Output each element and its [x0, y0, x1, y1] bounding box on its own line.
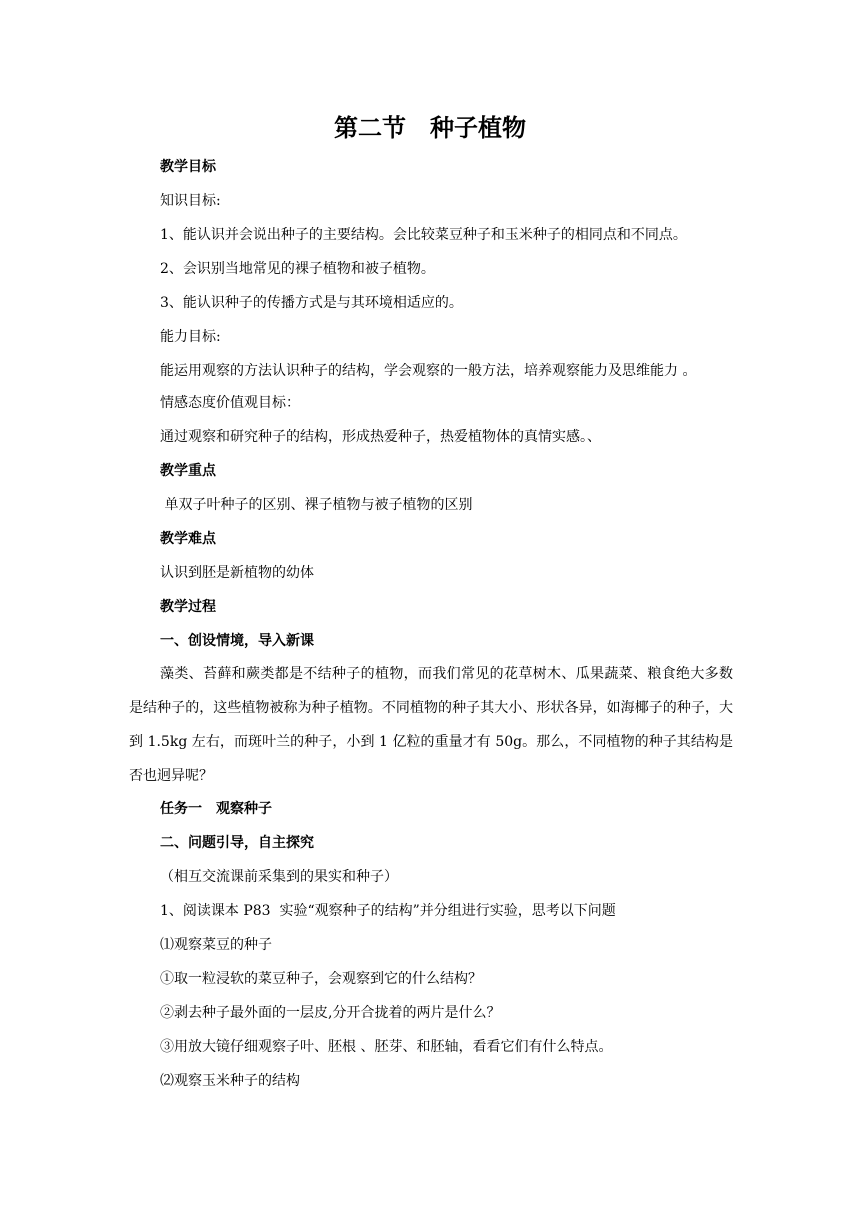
knowledge-item-2: 2、会识别当地常见的裸子植物和被子植物。 [160, 261, 435, 277]
bean-heading: ⑴观察菜豆的种子 [160, 937, 272, 953]
difficulty-heading: 教学难点 [160, 531, 216, 547]
key-heading: 教学重点 [160, 463, 216, 479]
step2-heading: 二、问题引导，自主探究 [160, 835, 314, 851]
difficulty-text: 认识到胚是新植物的幼体 [160, 565, 314, 581]
read-instruction: 1、阅读课本 P83 实验“观察种子的结构”并分组进行实验，思考以下问题 [160, 903, 616, 919]
emotion-text: 通过观察和研究种子的结构，形成热爱种子，热爱植物体的真情实感。、 [160, 429, 601, 445]
bean-question-1: ①取一粒浸软的菜豆种子，会观察到它的什么结构？ [160, 971, 482, 987]
ability-heading: 能力目标: [160, 329, 221, 345]
page-title: 第二节 种子植物 [334, 113, 526, 142]
bean-question-2: ②剥去种子最外面的一层皮,分开合拢着的两片是什么？ [160, 1005, 501, 1021]
knowledge-item-1: 1、能认识并会说出种子的主要结构。会比较菜豆种子和玉米种子的相同点和不同点。 [160, 227, 687, 243]
exchange-note: （相互交流课前采集到的果实和种子） [160, 869, 398, 885]
intro-paragraph: 藻类、苔藓和蕨类都是不结种子的植物，而我们常见的花草树木、瓜果蔬菜、粮食绝大多数是结种子的，这些植物被称为种子植物。不同植物的种子其大小、形状各异，如海椰子的种子，大到 1.5kg 左右，而斑叶兰的种子，小到 1 亿粒的重量才有 50g。那么，不同植物的种子其结构是否也迥异呢？ [129, 666, 733, 784]
task1-heading: 任务一 观察种子 [160, 801, 272, 817]
corn-heading: ⑵观察玉米种子的结构 [160, 1073, 300, 1089]
emotion-heading: 情感态度价值观目标： [160, 395, 300, 411]
objectives-heading: 教学目标 [160, 159, 216, 175]
ability-text: 能运用观察的方法认识种子的结构，学会观察的一般方法，培养观察能力及思维能力 。 [160, 363, 697, 379]
knowledge-heading: 知识目标: [160, 193, 221, 209]
knowledge-item-3: 3、能认识种子的传播方式是与其环境相适应的。 [160, 295, 463, 311]
key-text: 单双子叶种子的区别、裸子植物与被子植物的区别 [160, 497, 473, 513]
process-heading: 教学过程 [160, 599, 216, 615]
step1-heading: 一、创设情境，导入新课 [160, 633, 314, 649]
bean-question-3: ③用放大镜仔细观察子叶、胚根 、胚芽、和胚轴，看看它们有什么特点。 [160, 1039, 613, 1055]
